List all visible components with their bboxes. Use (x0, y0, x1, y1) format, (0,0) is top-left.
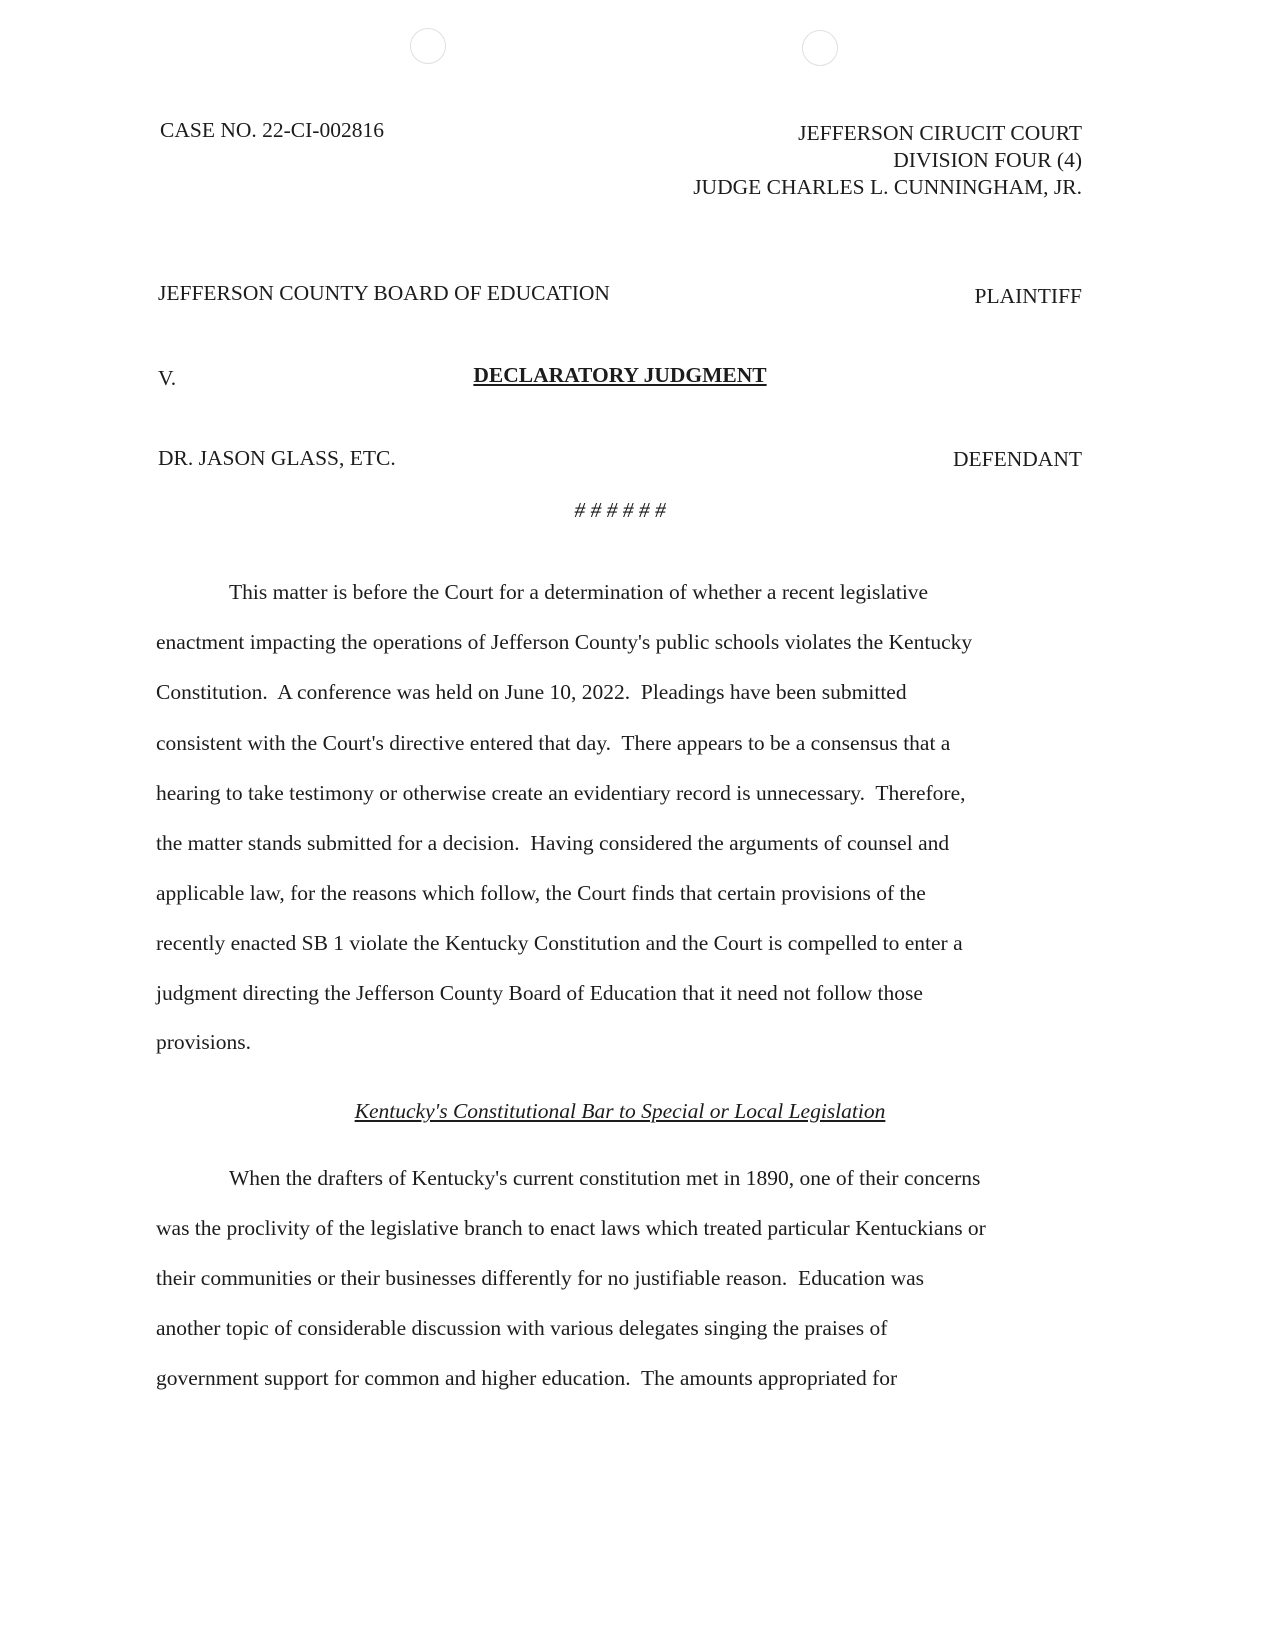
section-heading: Kentucky's Constitutional Bar to Special or Local Legislation (354, 1099, 886, 1123)
paragraph-line: applicable law, for the reasons which follow, the Court finds that certain provisions of the (156, 881, 926, 905)
plaintiff-role: PLAINTIFF (974, 284, 1082, 308)
section-separator: # # # # # # (574, 498, 666, 522)
paragraph-line: Constitution. A conference was held on June 10, 2022. Pleadings have been submitted (156, 680, 907, 704)
paragraph-line: hearing to take testimony or otherwise create an evidentiary record is unnecessary. Therefore, (156, 781, 966, 805)
court-division: DIVISION FOUR (4) (893, 148, 1082, 172)
paragraph-line: the matter stands submitted for a decision. Having considered the arguments of counsel and (156, 831, 950, 855)
paragraph-line: enactment impacting the operations of Jefferson County's public schools violates the Kentucky (156, 630, 973, 654)
paragraph-line: judgment directing the Jefferson County Board of Education that it need not follow those (156, 981, 923, 1005)
plaintiff-name: JEFFERSON COUNTY BOARD OF EDUCATION (158, 281, 610, 305)
paragraph-line: their communities or their businesses differently for no justifiable reason. Education was (156, 1266, 925, 1290)
document-title: DECLARATORY JUDGMENT (473, 363, 767, 387)
case-number: CASE NO. 22-CI-002816 (160, 118, 384, 142)
punch-hole-mark (410, 28, 446, 64)
paragraph-line: This matter is before the Court for a determination of whether a recent legislative (229, 580, 929, 604)
paragraph-line: another topic of considerable discussion with various delegates singing the praises of (156, 1316, 888, 1340)
versus-label: V. (158, 366, 177, 390)
defendant-role: DEFENDANT (953, 447, 1082, 471)
defendant-name: DR. JASON GLASS, ETC. (158, 446, 396, 470)
court-name: JEFFERSON CIRUCIT COURT (798, 121, 1082, 145)
paragraph-line: was the proclivity of the legislative branch to enact laws which treated particular Kentuckians or (156, 1216, 986, 1240)
paragraph-line: provisions. (156, 1030, 251, 1054)
paragraph-line: recently enacted SB 1 violate the Kentucky Constitution and the Court is compelled to enter a (156, 931, 963, 955)
judge-name: JUDGE CHARLES L. CUNNINGHAM, JR. (693, 175, 1082, 199)
paragraph-line: government support for common and higher education. The amounts appropriated for (156, 1366, 898, 1390)
punch-hole-mark (802, 30, 838, 66)
paragraph-line: When the drafters of Kentucky's current constitution met in 1890, one of their concerns (229, 1166, 981, 1190)
paragraph-line: consistent with the Court's directive entered that day. There appears to be a consensus that a (156, 731, 951, 755)
